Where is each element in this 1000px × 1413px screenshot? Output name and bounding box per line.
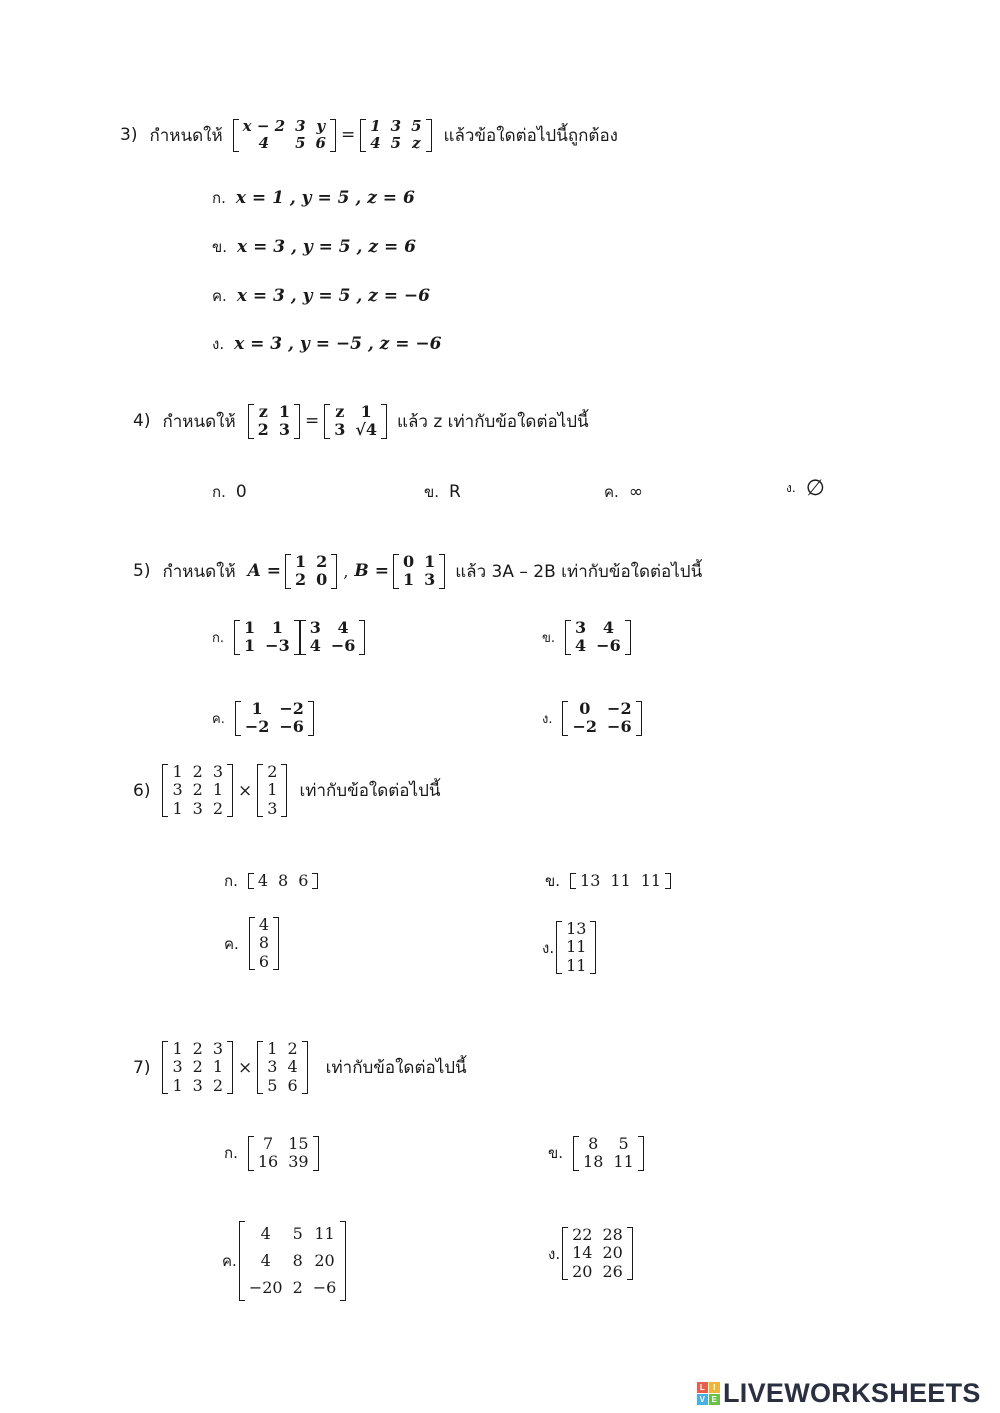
option-b[interactable] [424, 480, 461, 504]
question-text: เท่ากับข้อใดต่อไปนี้ [299, 781, 441, 802]
matrix-cell: 1 [271, 618, 283, 637]
option-label: ง. [542, 938, 555, 957]
matrix-cell: 11 [610, 870, 631, 890]
matrix-cell: 3 [334, 420, 346, 440]
matrix [324, 403, 387, 440]
question-text: แล้ว 3A – 2B เท่ากับข้อใดต่อไปนี้ [455, 561, 703, 582]
matrix-cell: 13 [580, 870, 601, 890]
matrix-cell: 2 [287, 1039, 298, 1058]
matrix-cell: z [258, 402, 268, 421]
option-label: ค. [224, 934, 239, 953]
times-sign: × [238, 780, 253, 801]
matrix-cell: 8 [292, 1251, 303, 1271]
option-b[interactable] [542, 619, 631, 656]
matrix-cell: 16 [257, 1152, 279, 1172]
matrix-cell: 3 [424, 570, 436, 590]
question-3-stem [120, 118, 618, 153]
option-d[interactable] [548, 1226, 633, 1281]
matrix [235, 700, 314, 737]
matrix [162, 763, 233, 818]
matrix-cell: z [335, 402, 345, 421]
matrix-cell: 2 [212, 1075, 224, 1095]
question-6-stem [133, 763, 440, 818]
matrix-cell: 20 [314, 1251, 335, 1271]
matrix-b-name: B = [354, 561, 389, 582]
matrix [300, 619, 366, 656]
matrix [360, 118, 431, 153]
matrix-cell: 3 [192, 798, 203, 818]
option-d[interactable] [542, 700, 642, 737]
matrix-cell: 7 [262, 1134, 274, 1153]
matrix-cell: −2 [607, 699, 632, 718]
matrix-cell: 3 [212, 1039, 224, 1058]
matrix-cell: 3 [192, 1075, 203, 1095]
matrix-cell: 5 [292, 1224, 303, 1243]
matrix [570, 872, 671, 890]
matrix-cell: −2 [244, 717, 270, 737]
option-c[interactable] [212, 700, 314, 737]
matrix-cell: 2 [267, 762, 278, 781]
matrix [573, 1135, 644, 1172]
matrix-cell: 3 [212, 762, 224, 781]
matrix-cell: 1 [212, 1057, 224, 1077]
matrix-cell: 11 [566, 937, 587, 957]
matrix-cell: 1 [251, 699, 263, 718]
option-a[interactable] [224, 869, 318, 893]
matrix-cell: −6 [607, 717, 632, 737]
matrix-cell: −6 [596, 636, 621, 656]
matrix-cell: 15 [288, 1134, 309, 1153]
matrix-cell: 5 [411, 117, 422, 135]
matrix-cell: 2 [192, 780, 203, 800]
matrix-cell: −2 [572, 717, 598, 737]
matrix-cell: 4 [260, 1224, 271, 1243]
matrix-cell: z [412, 134, 421, 153]
option-label: ก. [212, 189, 226, 207]
matrix-cell: 1 [172, 1039, 183, 1058]
question-number: 4) [133, 411, 151, 432]
matrix-cell: 0 [579, 699, 591, 718]
matrix-cell: 5 [295, 134, 306, 153]
option-d[interactable] [542, 920, 596, 975]
matrix-cell: 8 [258, 933, 269, 953]
matrix-cell: 4 [287, 1057, 298, 1077]
matrix-cell: −20 [248, 1278, 283, 1298]
matrix-cell: 2 [295, 570, 307, 590]
matrix [239, 1220, 347, 1302]
matrix-cell: 3 [390, 117, 402, 135]
option-label: ข. [548, 1144, 564, 1163]
option-c[interactable] [212, 284, 430, 308]
option-c[interactable] [222, 1220, 346, 1302]
matrix-b [393, 553, 445, 590]
question-number: 3) [120, 125, 138, 146]
matrix-cell: 4 [602, 618, 615, 637]
matrix-cell: 6 [298, 870, 309, 890]
matrix [257, 763, 287, 818]
option-text: ∞ [628, 482, 643, 502]
option-label: ง. [212, 335, 225, 353]
matrix-cell: 11 [613, 1152, 634, 1172]
matrix-cell: 1 [278, 402, 290, 421]
matrix-a-name: A = [247, 561, 282, 582]
logo-mark-icon: L I V E [697, 1382, 720, 1405]
matrix-cell: 14 [572, 1243, 593, 1263]
matrix-cell: −6 [312, 1278, 337, 1298]
matrix [248, 403, 300, 440]
matrix-cell: 3 [309, 618, 321, 637]
option-a[interactable] [212, 186, 415, 210]
matrix-a [285, 553, 337, 590]
matrix-cell: 3 [575, 618, 587, 637]
matrix-cell: 4 [575, 636, 587, 656]
matrix-cell: 1 [402, 570, 415, 590]
option-label: ก. [224, 1144, 238, 1163]
matrix-cell: 1 [267, 780, 278, 800]
matrix-cell: 8 [588, 1134, 599, 1153]
question-7-stem [133, 1040, 467, 1095]
matrix-cell: 3 [172, 780, 183, 800]
matrix-cell: 1 [267, 1039, 278, 1058]
matrix-cell: 6 [315, 134, 326, 153]
matrix-cell: 3 [295, 117, 306, 135]
matrix [562, 700, 641, 737]
matrix-cell: 4 [309, 636, 321, 656]
option-label: ค. [222, 1251, 237, 1270]
option-label: ข. [542, 630, 556, 646]
matrix-cell: 2 [192, 762, 203, 781]
matrix [248, 1135, 319, 1172]
matrix-cell: 28 [602, 1225, 623, 1244]
matrix-cell: x − 2 [242, 117, 286, 135]
option-text: x = 1 , y = 5 , z = 6 [235, 188, 415, 208]
question-number: 6) [133, 780, 151, 801]
matrix-cell: 11 [314, 1224, 335, 1243]
separator: , [343, 561, 349, 581]
matrix-cell: −3 [265, 636, 290, 656]
question-text: แล้ว z เท่ากับข้อใดต่อไปนี้ [397, 411, 589, 432]
matrix [162, 1040, 233, 1095]
question-5-stem [133, 553, 702, 590]
matrix-cell: 26 [602, 1261, 623, 1281]
option-text: 0 [235, 482, 247, 502]
matrix [249, 916, 279, 971]
option-label: ก. [224, 872, 238, 890]
option-label: ก. [212, 483, 226, 501]
matrix [233, 118, 336, 153]
option-b[interactable] [545, 869, 671, 893]
question-text: กำหนดให้ [149, 125, 223, 146]
matrix-cell: 4 [260, 1251, 271, 1271]
matrix-cell: 0 [402, 552, 415, 571]
times-sign: × [238, 1057, 253, 1078]
matrix-cell: 11 [566, 955, 587, 975]
matrix-cell: 3 [267, 798, 278, 818]
matrix-cell: 1 [172, 1075, 183, 1095]
matrix-cell: 2 [316, 552, 328, 571]
question-text: กำหนดให้ [162, 411, 236, 432]
matrix-cell: 22 [572, 1225, 593, 1244]
option-label: ง. [786, 481, 796, 495]
logo-text: LIVEWORKSHEETS [723, 1378, 981, 1408]
matrix [257, 1040, 307, 1095]
matrix-cell: 1 [295, 552, 307, 571]
matrix-cell: 4 [257, 870, 269, 890]
matrix-cell: 18 [583, 1152, 604, 1172]
matrix-cell: 0 [316, 570, 328, 590]
option-label: ค. [604, 483, 619, 501]
matrix-cell: 11 [640, 870, 662, 890]
option-text: x = 3 , y = 5 , z = −6 [236, 286, 430, 306]
matrix-cell: 2 [292, 1278, 303, 1298]
option-label: ง. [542, 711, 553, 727]
question-text: แล้วข้อใดต่อไปนี้ถูกต้อง [443, 125, 618, 146]
matrix-cell: 8 [278, 870, 289, 890]
matrix-cell: 4 [337, 618, 349, 637]
question-number: 7) [133, 1057, 151, 1078]
matrix-cell: 5 [390, 134, 402, 153]
equals-sign: = [340, 125, 356, 146]
question-4-stem [133, 403, 589, 440]
matrix [234, 619, 300, 656]
option-label: ง. [548, 1244, 561, 1263]
matrix-cell: 2 [192, 1057, 203, 1077]
option-d[interactable] [786, 476, 825, 501]
matrix-cell: 3 [172, 1057, 183, 1077]
matrix-cell: 39 [288, 1152, 309, 1172]
option-b[interactable] [548, 1135, 644, 1172]
matrix-cell: 3 [267, 1057, 278, 1077]
matrix-cell: 1 [172, 798, 183, 818]
matrix-cell: 3 [278, 420, 290, 440]
option-a[interactable] [224, 1135, 319, 1172]
matrix-cell: 2 [212, 798, 224, 818]
liveworksheets-logo[interactable] [697, 1378, 981, 1409]
option-label: ก. [212, 630, 225, 646]
matrix-cell: y [316, 117, 326, 135]
matrix-cell: 20 [602, 1243, 623, 1263]
option-c[interactable] [224, 916, 279, 971]
matrix-cell: 2 [257, 420, 269, 440]
option-label: ข. [212, 238, 228, 256]
matrix-cell: 1 [360, 402, 372, 421]
option-text: ∅ [805, 476, 825, 501]
matrix-cell: 1 [244, 618, 256, 637]
option-label: ข. [424, 483, 440, 501]
option-text: x = 3 , y = 5 , z = 6 [237, 237, 416, 257]
matrix-cell: 6 [258, 951, 269, 971]
matrix-cell: −2 [279, 699, 304, 718]
matrix-cell: 4 [258, 915, 269, 934]
matrix-cell: 5 [618, 1134, 629, 1153]
equals-sign: = [304, 411, 320, 432]
matrix [562, 1226, 633, 1281]
question-text: กำหนดให้ [162, 561, 236, 582]
option-a[interactable] [212, 480, 247, 504]
question-text: เท่ากับข้อใดต่อไปนี้ [325, 1058, 467, 1079]
matrix-cell: 1 [244, 636, 256, 656]
option-label: ค. [212, 711, 225, 727]
option-text: R [449, 482, 461, 502]
option-a[interactable] [212, 619, 365, 656]
matrix-cell: 1 [424, 552, 436, 571]
matrix-cell: −6 [330, 636, 356, 656]
matrix-cell: √4 [355, 420, 377, 440]
matrix [565, 619, 631, 656]
matrix-cell: 1 [370, 117, 381, 135]
option-d[interactable] [212, 332, 442, 356]
matrix [248, 872, 319, 890]
matrix-cell: 1 [212, 780, 224, 800]
matrix-cell: 13 [566, 919, 587, 938]
question-number: 5) [133, 561, 151, 582]
matrix-cell: 6 [287, 1075, 298, 1095]
matrix-cell: 4 [370, 134, 381, 153]
option-c[interactable] [604, 480, 643, 504]
matrix-cell: −6 [279, 717, 304, 737]
matrix-cell: 5 [267, 1075, 278, 1095]
matrix-cell: 20 [572, 1261, 593, 1281]
matrix [556, 920, 596, 975]
option-b[interactable] [212, 235, 416, 259]
option-label: ค. [212, 287, 227, 305]
matrix-cell: 1 [172, 762, 183, 781]
matrix-cell: 4 [258, 134, 270, 153]
option-text: x = 3 , y = −5 , z = −6 [234, 334, 442, 354]
matrix-cell: 2 [192, 1039, 203, 1058]
option-label: ข. [545, 872, 561, 890]
